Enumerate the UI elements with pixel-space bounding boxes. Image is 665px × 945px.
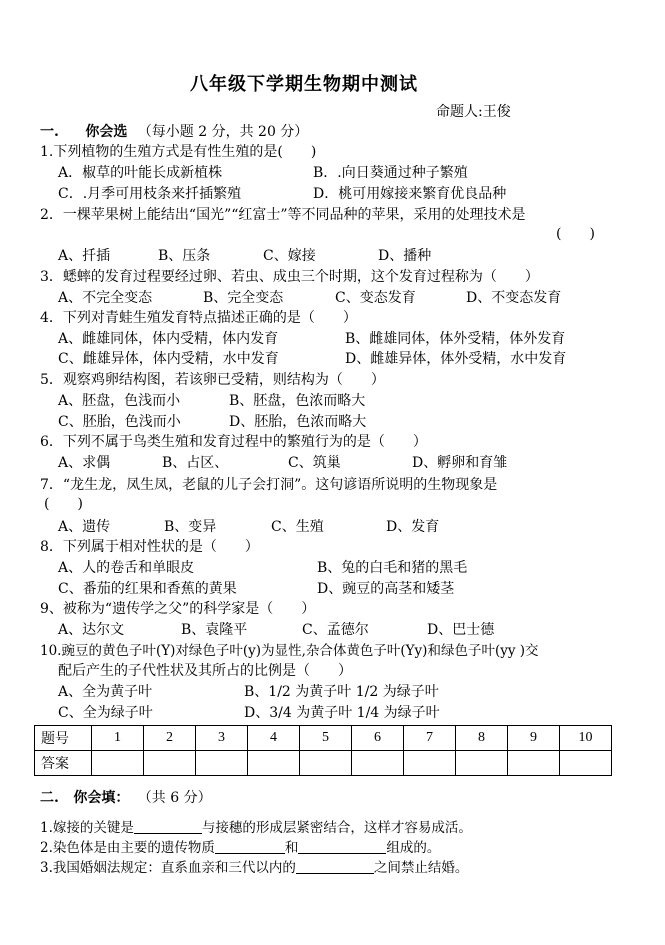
answer-cell[interactable] — [92, 751, 144, 776]
option: A、不完全变态 — [58, 290, 153, 306]
answer-cell[interactable] — [248, 751, 300, 776]
question-stem: 8．下列属于相对性状的是（ ） — [40, 539, 259, 555]
section2-heading — [40, 789, 212, 807]
option: B．.向日葵通过种子繁殖 — [313, 165, 468, 181]
option: B、压条 — [158, 248, 211, 264]
section1-name: 你会选 — [85, 124, 128, 140]
table-row-label: 答案 — [35, 751, 92, 776]
option: D、播种 — [378, 248, 432, 264]
option: D、雌雄异体，体外受精，水中发育 — [345, 351, 567, 367]
option: C、生殖 — [271, 519, 324, 535]
answer-cell[interactable] — [404, 751, 456, 776]
question-number-cell: 5 — [300, 726, 352, 751]
answer-cell[interactable] — [560, 751, 612, 776]
option: B、胚盘，色浓而略大 — [229, 393, 366, 409]
answer-cell[interactable] — [508, 751, 560, 776]
question-stem: 5．观察鸡卵结构图，若该卵已受精，则结构为（ ） — [40, 372, 385, 388]
question-number-cell: 8 — [456, 726, 508, 751]
option: C、全为绿子叶 — [58, 705, 153, 721]
option: D、不变态发育 — [466, 290, 562, 306]
option: C、孟德尔 — [302, 622, 369, 638]
question-number-cell: 9 — [508, 726, 560, 751]
section2-name: 你会填： — [73, 790, 130, 806]
fill-blank[interactable] — [215, 839, 285, 854]
option: C、变态发育 — [335, 290, 416, 306]
option: D．桃可用嫁接来繁育优良品种 — [313, 186, 507, 202]
fill-blank[interactable] — [134, 819, 202, 834]
option: B、变异 — [164, 519, 217, 535]
fill-question — [40, 819, 472, 837]
question-number-cell: 1 — [92, 726, 144, 751]
option: D、巴士德 — [427, 622, 495, 638]
fill-text: 之间禁止结婚。 — [373, 860, 469, 876]
fill-text: 与接穗的形成层紧密结合，这样才容易成活。 — [201, 820, 472, 836]
option: A、胚盘，色浅而小 — [58, 393, 181, 409]
table-row-label: 题号 — [35, 726, 92, 751]
option: A、人的卷舌和单眼皮 — [58, 560, 195, 576]
option: A、求偶 — [58, 455, 111, 471]
option: C、番茄的红果和香蕉的黄果 — [58, 581, 237, 597]
answer-cell[interactable] — [144, 751, 196, 776]
section1-note: （每小题 2 分，共 20 分） — [137, 124, 309, 140]
question-number-cell: 6 — [352, 726, 404, 751]
fill-text: 组成的。 — [386, 840, 441, 856]
fill-blank[interactable] — [298, 839, 386, 854]
table-row — [35, 726, 612, 751]
option: D、孵卵和育雏 — [412, 455, 508, 471]
answer-cell[interactable] — [196, 751, 248, 776]
question-stem: 6．下列不属于鸟类生殖和发育过程中的繁殖行为的是（ ） — [40, 434, 427, 450]
fill-text: 和 — [284, 840, 299, 856]
option: A．椒草的叶能长成新植株 — [58, 165, 223, 181]
question-stem: 1.下列植物的生殖方式是有性生殖的是( ) — [40, 144, 317, 160]
fill-question — [40, 859, 468, 877]
option: A、扦插 — [58, 248, 111, 264]
section1-number: 一. — [40, 124, 59, 140]
exam-title: 八年级下学期生物期中测试 — [190, 74, 418, 95]
option: D、3/4 为黄子叶 1/4 为绿子叶 — [244, 705, 440, 721]
option: A、雌雄同体，体内受精，体内发育 — [58, 331, 279, 347]
fill-text: 3.我国婚姻法规定：直系血亲和三代以内的 — [40, 860, 296, 876]
option: D、发育 — [386, 519, 440, 535]
fill-question — [40, 839, 440, 857]
option: B、兔的白毛和猪的黑毛 — [317, 560, 468, 576]
option: D、胚胎，色浓而略大 — [229, 414, 367, 430]
question-number-cell: 4 — [248, 726, 300, 751]
question-number-cell: 7 — [404, 726, 456, 751]
question-stem: 9、被称为“遗传学之父”的科学家是（ ） — [40, 601, 316, 617]
option: C、筑巢 — [288, 455, 341, 471]
option: C、嫁接 — [263, 248, 316, 264]
option: B、袁隆平 — [181, 622, 248, 638]
option: B、雌雄同体，体外受精，体外发育 — [345, 331, 566, 347]
table-row — [35, 751, 612, 776]
question-number-cell: 10 — [560, 726, 612, 751]
fill-blank[interactable] — [296, 859, 374, 874]
option: C、胚胎，色浅而小 — [58, 414, 181, 430]
question-number-cell: 3 — [196, 726, 248, 751]
question-stem: 2．一棵苹果树上能结出“国光”“红富士”等不同品种的苹果，采用的处理技术是 — [40, 207, 526, 223]
section2-number: 二. — [40, 790, 59, 806]
answer-paren: ( ) — [556, 226, 595, 242]
option: A、全为黄子叶 — [58, 684, 153, 700]
author-line: 命题人:王俊 — [436, 104, 511, 120]
answer-paren: ( ) — [44, 496, 83, 512]
option: B、1/2 为黄子叶 1/2 为绿子叶 — [244, 684, 439, 700]
question-stem: 7．“龙生龙，凤生凤，老鼠的儿子会打洞”。这句谚语所说明的生物现象是 — [40, 477, 498, 493]
option: B、占区、 — [162, 455, 229, 471]
question-number-cell: 2 — [144, 726, 196, 751]
option: A、达尔文 — [58, 622, 125, 638]
option: D、豌豆的高茎和矮茎 — [317, 581, 455, 597]
answer-table — [34, 725, 612, 776]
question-stem: 3．蟋蟀的发育过程要经过卵、若虫、成虫三个时期，这个发育过程称为（ ） — [40, 269, 539, 285]
fill-text: 2.染色体是由主要的遗传物质 — [40, 840, 215, 856]
answer-cell[interactable] — [300, 751, 352, 776]
section1-heading — [40, 123, 308, 141]
section2-note: （共 6 分） — [137, 790, 212, 806]
answer-cell[interactable] — [352, 751, 404, 776]
option: C．.月季可用枝条来扦插繁殖 — [58, 186, 242, 202]
option: C、雌雄异体，体内受精，水中发育 — [58, 351, 279, 367]
question-stem: 10.豌豆的黄色子叶(Y)对绿色子叶(y)为显性,杂合体黄色子叶(Yy)和绿色子叶(yy )交 — [40, 643, 539, 659]
answer-cell[interactable] — [456, 751, 508, 776]
option: A、遗传 — [58, 519, 111, 535]
option: B、完全变态 — [203, 290, 284, 306]
question-stem-cont: 配后产生的子代性状及其所占的比例是（ ） — [58, 663, 352, 679]
question-stem: 4．下列对青蛙生殖发育特点描述正确的是（ ） — [40, 310, 357, 326]
fill-text: 1.嫁接的关键是 — [40, 820, 134, 836]
